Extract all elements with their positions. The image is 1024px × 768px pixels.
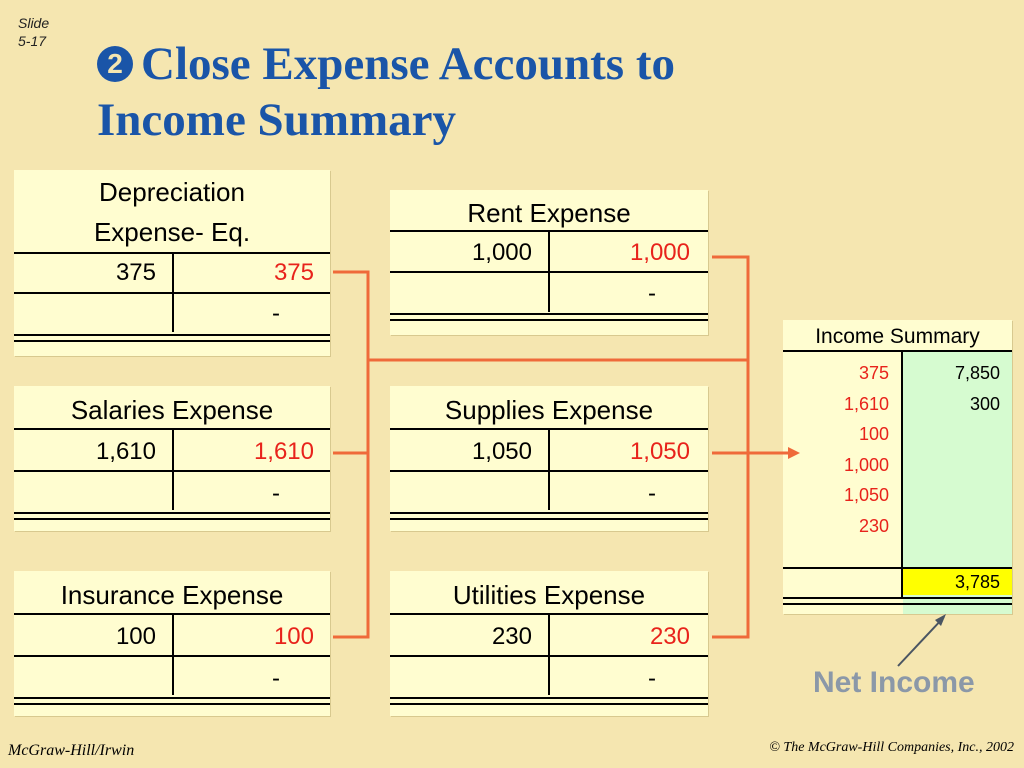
debit-entry: 1,050 [843,485,889,505]
double-rule [390,319,708,321]
publisher-footer: McGraw-Hill/Irwin [8,742,135,759]
credit-entry: 7,850 [954,363,1000,383]
debit-entry: 375 [858,363,889,383]
balance-amount: - [272,665,280,692]
net-income-amount: 3,785 [954,572,1000,592]
debit-entry: 1,000 [843,454,889,475]
t-account-supplies [390,386,708,531]
account-title-line-2: Expense- Eq. [93,217,251,247]
double-rule [783,597,1012,599]
income-summary-credits [903,358,1000,419]
account-title: Salaries Expense [14,386,330,430]
row-separator [390,470,708,472]
balance-amount: - [648,280,656,307]
double-rule [390,697,708,699]
row-separator [14,655,330,657]
copyright-footer: © The McGraw-Hill Companies, Inc., 2002 [769,740,1014,755]
net-income-pointer [898,617,944,666]
net-income-balance [903,569,1012,595]
connector-rent [712,257,748,637]
credit-amount: 1,050 [629,438,690,465]
t-account-rent [390,190,708,335]
account-title-line-1: Depreciation [99,177,245,207]
debit-entry: 230 [858,515,889,536]
income-summary-debits [783,358,889,541]
step-number-badge: 2 [97,46,133,82]
income-summary-account [783,320,1012,614]
double-rule [14,703,330,705]
double-rule [783,603,1012,605]
slide-title [97,36,675,148]
account-title [14,172,330,254]
row-separator [14,292,330,294]
credit-amount: 1,610 [253,438,314,465]
account-title: Rent Expense [390,190,708,232]
t-account-utilities [390,571,708,716]
title-line-2: Income Summary [97,94,456,146]
debit-amount: 1,000 [471,239,532,266]
t-account-insurance [14,571,330,716]
debit-amount: 100 [115,623,156,650]
net-income-pointer-head [935,614,946,626]
connector-depreciation [333,272,368,637]
title-line-1: Close Expense Accounts to [141,38,675,90]
debit-amount: 375 [115,259,156,286]
slide-label: Slide 5-17 [18,15,50,49]
debit-amount: 230 [491,623,532,650]
t-account-depreciation [14,170,330,356]
double-rule [390,518,708,520]
credit-entry: 300 [969,393,1000,414]
double-rule [390,512,708,514]
double-rule [390,313,708,315]
account-title: Utilities Expense [390,571,708,615]
credit-amount: 1,000 [629,239,690,266]
double-rule [14,512,330,514]
double-rule [14,334,330,336]
account-title: Insurance Expense [14,571,330,615]
net-income-label: Net Income [813,666,975,699]
balance-amount: - [648,480,656,507]
double-rule [14,340,330,342]
credit-amount: 375 [273,259,314,286]
slide-number [18,14,78,50]
row-separator [390,655,708,657]
double-rule [390,703,708,705]
income-summary-title: Income Summary [783,320,1012,352]
debit-amount: 1,610 [95,438,156,465]
t-account-salaries [14,386,330,531]
double-rule [14,518,330,520]
balance-amount: - [272,300,280,327]
account-title: Supplies Expense [390,386,708,430]
double-rule [14,697,330,699]
debit-amount: 1,050 [471,438,532,465]
debit-entry: 100 [858,424,889,444]
row-separator [390,271,708,273]
row-separator [14,470,330,472]
credit-amount: 100 [273,623,314,650]
debit-entry: 1,610 [843,393,889,414]
balance-amount: - [648,665,656,692]
credit-amount: 230 [649,623,690,650]
balance-amount: - [272,480,280,507]
